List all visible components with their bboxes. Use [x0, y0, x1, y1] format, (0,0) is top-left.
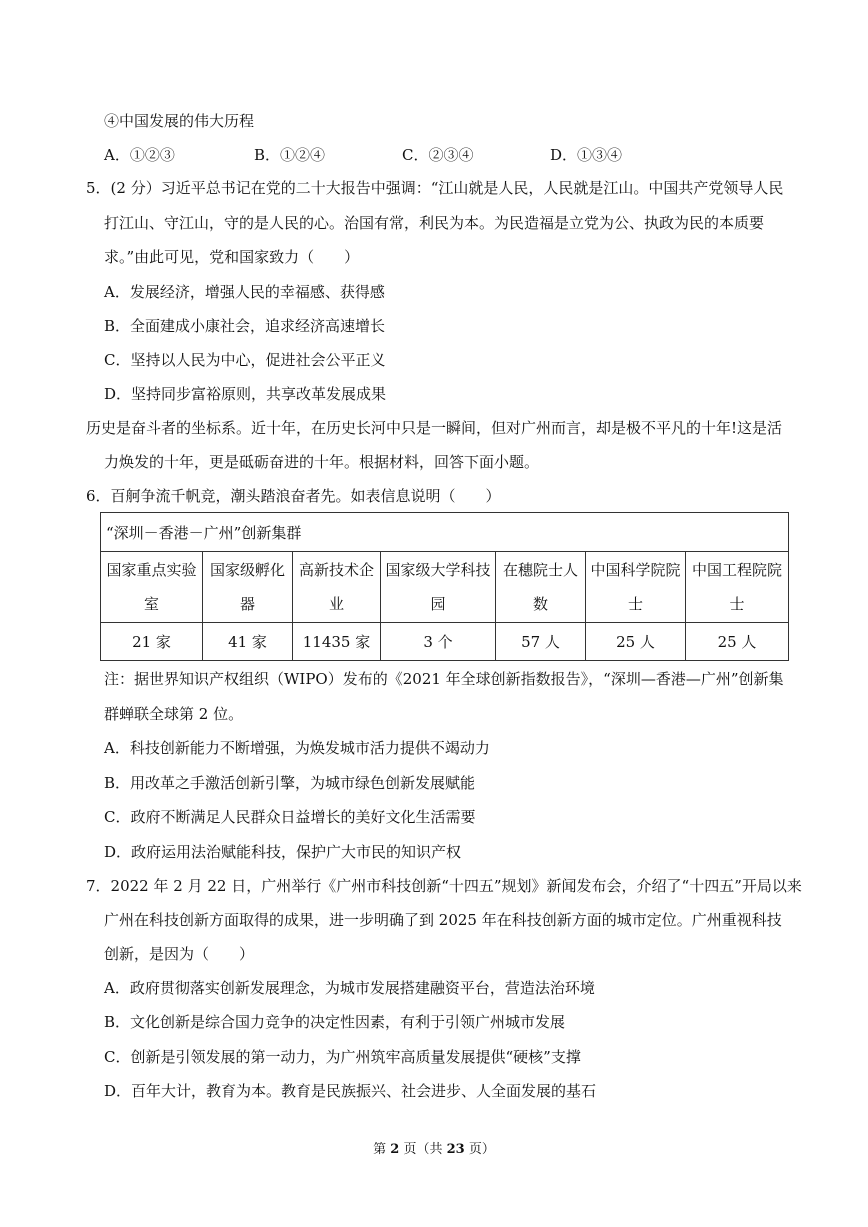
q6-option-a: A．科技创新能力不断增强，为焕发城市活力提供不竭动力 — [104, 739, 490, 757]
q4-options — [104, 144, 664, 166]
table-header-cell: 国家级孵化器 — [203, 552, 293, 623]
footer-page-number: 2 — [390, 1142, 400, 1157]
q5-stem-line-1: 5．(2 分）习近平总书记在党的二十大报告中强调：“江山就是人民，人民就是江山。中国共产党领导人民 — [86, 179, 784, 197]
page-footer — [0, 1138, 868, 1157]
q5-option-a: A．发展经济，增强人民的幸福感、获得感 — [104, 283, 385, 301]
footer-total-pages: 23 — [446, 1142, 465, 1157]
q5-option-c: C．坚持以人民为中心，促进社会公平正义 — [104, 351, 386, 369]
footer-prefix: 第 — [373, 1142, 391, 1157]
table-header-row — [101, 552, 789, 623]
table-header-cell: 在穗院士人数 — [496, 552, 586, 623]
table-header-cell: 中国工程院院士 — [686, 552, 789, 623]
q7-stem-line-2: 广州在科技创新方面取得的成果，进一步明确了到 2025 年在科技创新方面的城市定位。广州重视科技 — [104, 911, 782, 929]
table-value-cell: 25 人 — [586, 623, 686, 661]
q7-stem-line-3: 创新，是因为（ ） — [104, 945, 255, 963]
q4-item-4: ④中国发展的伟大历程 — [104, 112, 255, 130]
table-caption: “深圳－香港－广州”创新集群 — [101, 513, 789, 552]
table-header-cell: 国家级大学科技园 — [381, 552, 496, 623]
footer-suffix: 页） — [464, 1142, 495, 1157]
q5-option-b: B．全面建成小康社会，追求经济高速增长 — [104, 317, 386, 335]
q7-option-d: D．百年大计，教育为本。教育是民族振兴、社会进步、人全面发展的基石 — [104, 1082, 597, 1100]
q7-stem-line-1: 7．2022 年 2 月 22 日，广州举行《广州市科技创新“十四五”规划》新闻发布会，介绍了“十四五”开局以来 — [86, 877, 802, 895]
innovation-cluster-table — [100, 512, 789, 661]
footer-middle: 页（共 — [399, 1142, 447, 1157]
q4-option-d: D．①③④ — [550, 146, 623, 164]
q5-option-d: D．坚持同步富裕原则，共享改革发展成果 — [104, 385, 387, 403]
q4-option-a: A．①②③ — [104, 146, 175, 164]
material-line-1: 历史是奋斗者的坐标系。近十年，在历史长河中只是一瞬间，但对广州而言，却是极不平凡的十年!这是活 — [86, 419, 783, 437]
table-value-cell: 21 家 — [101, 623, 203, 661]
q6-option-b: B．用改革之手激活创新引擎，为城市绿色创新发展赋能 — [104, 774, 476, 792]
table-value-cell: 41 家 — [203, 623, 293, 661]
q6-note-line-1: 注：据世界知识产权组织（WIPO）发布的《2021 年全球创新指数报告》，“深圳—香港—广州”创新集 — [104, 670, 784, 688]
q4-option-b: B．①②④ — [254, 146, 326, 164]
q7-option-b: B．文化创新是综合国力竞争的决定性因素，有利于引领广州城市发展 — [104, 1013, 566, 1031]
table-value-cell: 57 人 — [496, 623, 586, 661]
table-header-cell: 国家重点实验室 — [101, 552, 203, 623]
q6-note-line-2: 群蝉联全球第 2 位。 — [104, 705, 244, 723]
material-line-2: 力焕发的十年，更是砥砺奋进的十年。根据材料，回答下面小题。 — [104, 453, 540, 471]
table-value-cell: 11435 家 — [293, 623, 381, 661]
q6-option-c: C．政府不断满足人民群众日益增长的美好文化生活需要 — [104, 808, 476, 826]
table-value-cell: 25 人 — [686, 623, 789, 661]
q5-stem-line-2: 打江山、守江山，守的是人民的心。治国有常，利民为本。为民造福是立党为公、执政为民的本质要 — [104, 214, 765, 232]
table-header-cell: 中国科学院院士 — [586, 552, 686, 623]
q6-stem: 6．百舸争流千帆竞，潮头踏浪奋者先。如表信息说明（ ） — [86, 487, 501, 505]
table-value-cell: 3 个 — [381, 623, 496, 661]
table-header-cell: 高新技术企业 — [293, 552, 381, 623]
q4-option-c: C．②③④ — [402, 146, 474, 164]
q5-stem-line-3: 求。”由此可见，党和国家致力（ ） — [104, 248, 360, 266]
q7-option-c: C．创新是引领发展的第一动力，为广州筑牢高质量发展提供“硬核”支撑 — [104, 1048, 581, 1066]
q6-option-d: D．政府运用法治赋能科技，保护广大市民的知识产权 — [104, 843, 462, 861]
table-row — [101, 623, 789, 661]
q7-option-a: A．政府贯彻落实创新发展理念，为城市发展搭建融资平台，营造法治环境 — [104, 979, 595, 997]
